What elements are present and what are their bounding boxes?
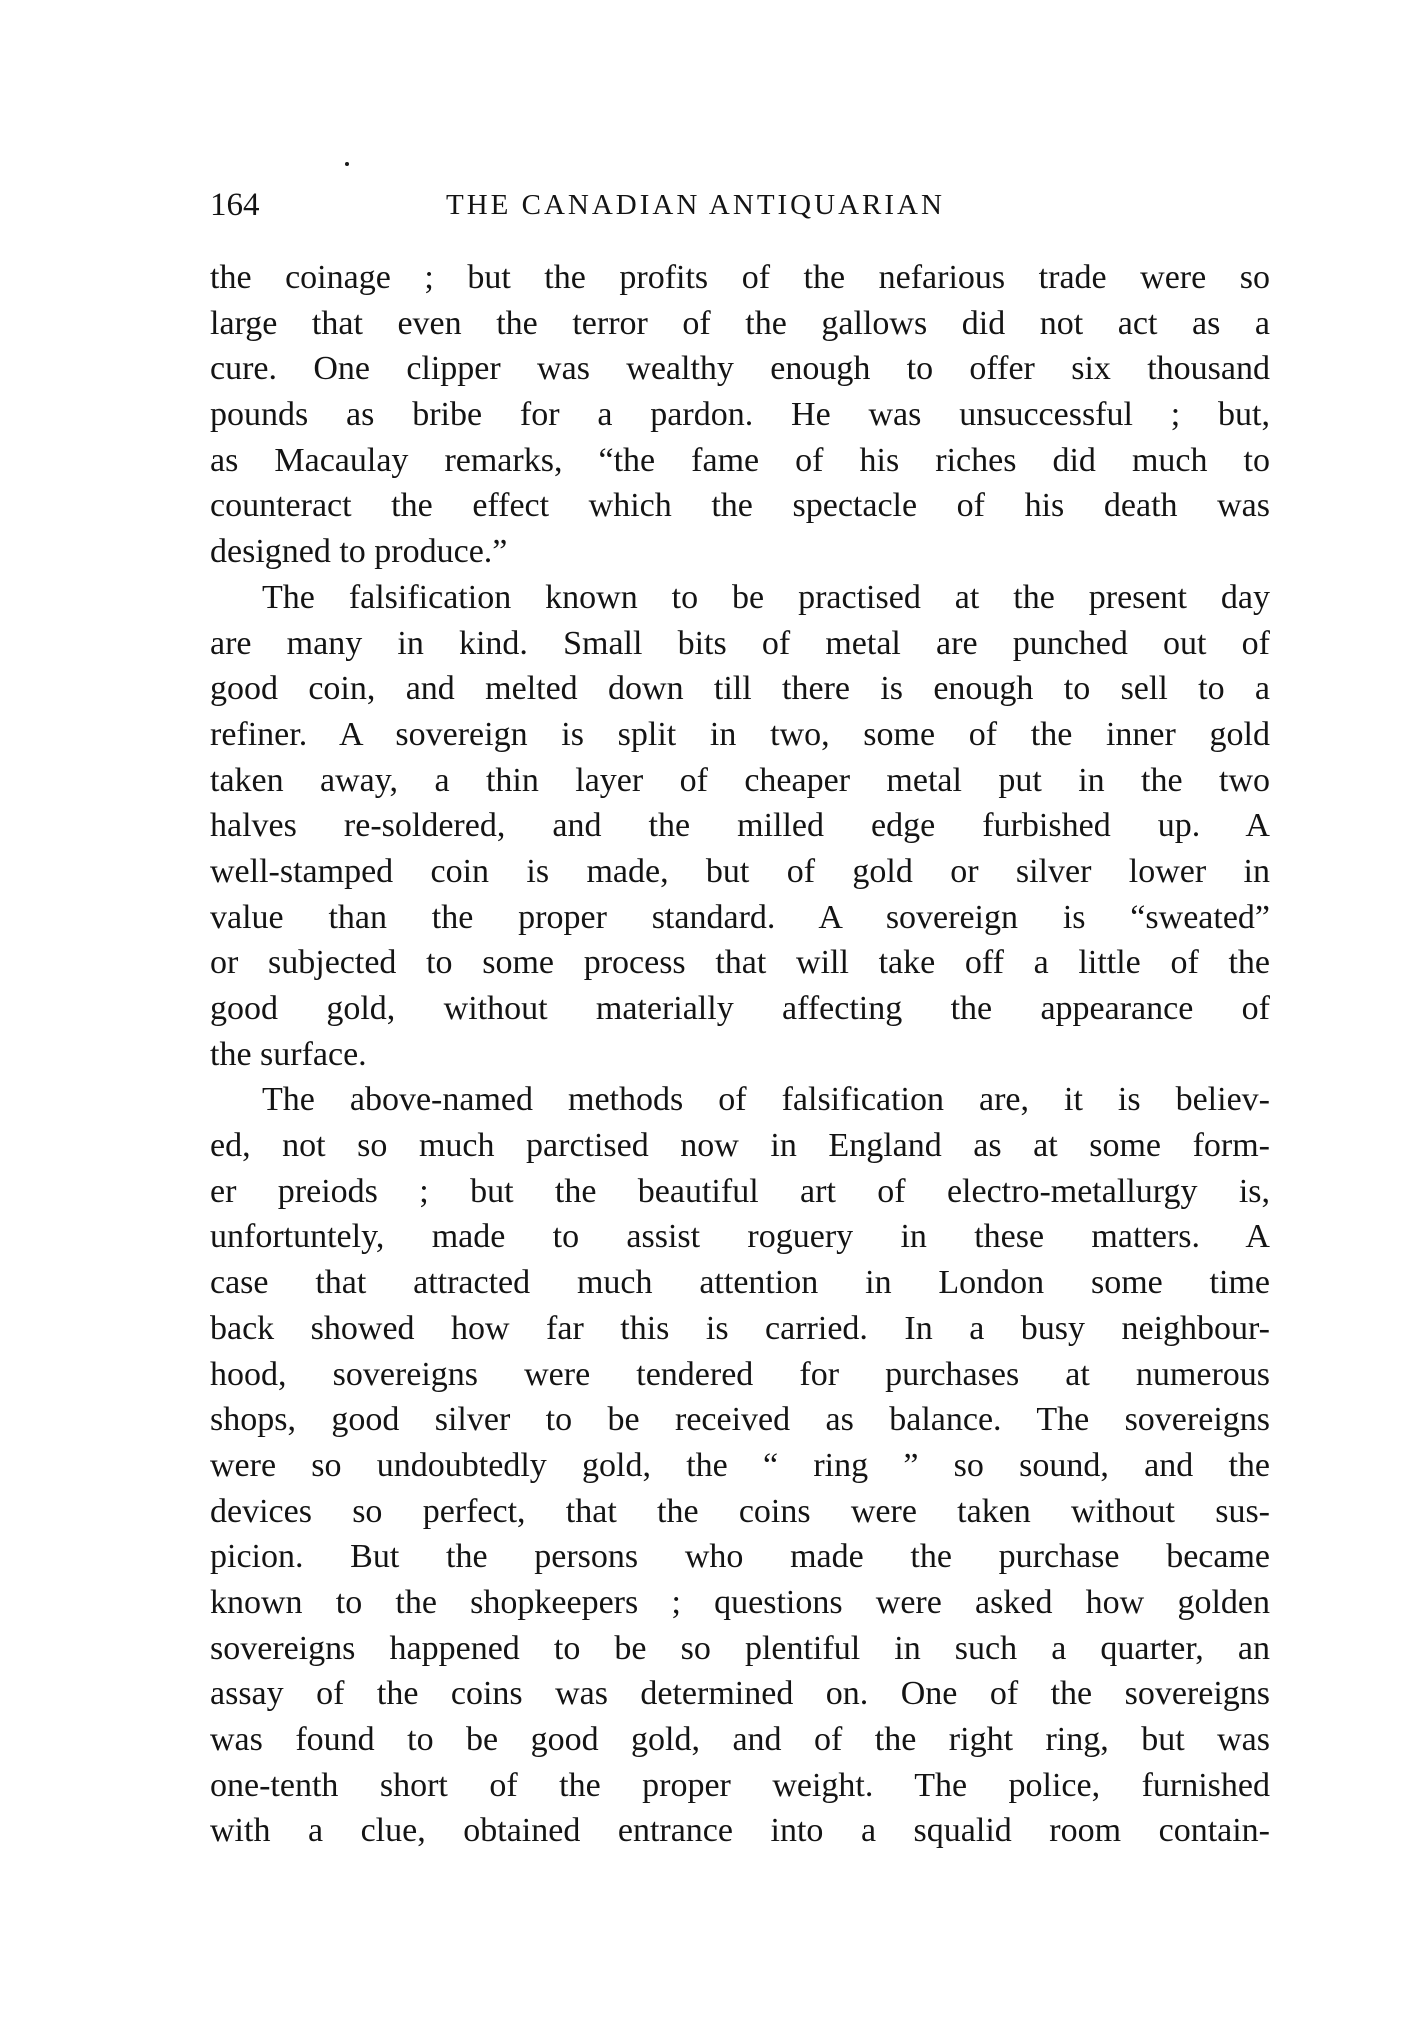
text-line: good gold, without materially affecting the appearance of	[210, 990, 1270, 1027]
text-line: large that even the terror of the gallows did not act as a	[210, 304, 1270, 342]
text-line: or subjected to some process that will take off a little of the	[210, 944, 1270, 982]
text-line: one-tenth short of the proper weight. The police, furnished	[210, 1766, 1270, 1804]
text-line: as Macaulay remarks, “the fame of his riches did much to	[210, 441, 1270, 479]
print-speck	[345, 162, 349, 166]
text-line: refiner. A sovereign is split in two, some of the inner gold	[210, 715, 1270, 753]
text-line: halves re-soldered, and the milled edge furbished up. A	[210, 807, 1270, 845]
text-line: was found to be good gold, and of the right ring, but was	[210, 1721, 1270, 1758]
text-line: picion. But the persons who made the purchase became	[210, 1538, 1270, 1576]
text-line: well-stamped coin is made, but of gold or silver lower in	[210, 852, 1270, 890]
text-line: were so undoubtedly gold, the “ ring ” so sound, and the	[210, 1446, 1270, 1484]
text-line: designed to produce.”	[210, 533, 508, 571]
text-line: hood, sovereigns were tendered for purchases at numerous	[210, 1355, 1270, 1393]
text-line: good coin, and melted down till there is enough to sell to a	[210, 670, 1270, 708]
text-line: back showed how far this is carried. In a busy neighbour-	[210, 1309, 1270, 1347]
text-line: the surface.	[210, 1035, 367, 1073]
text-line: with a clue, obtained entrance into a squalid room contain-	[210, 1812, 1270, 1850]
text-line: cure. One clipper was wealthy enough to offer six thousand	[210, 350, 1270, 388]
text-line: sovereigns happened to be so plentiful in such a quarter, an	[210, 1629, 1270, 1667]
running-title: THE CANADIAN ANTIQUARIAN	[446, 189, 945, 221]
text-line: case that attracted much attention in London some time	[210, 1264, 1270, 1302]
text-line: unfortuntely, made to assist roguery in these matters. A	[210, 1218, 1270, 1256]
text-line: the coinage ; but the profits of the nefarious trade were so	[210, 259, 1270, 296]
text-line: The above-named methods of falsification are, it is believ-	[262, 1081, 1270, 1119]
text-line: known to the shopkeepers ; questions were asked how golden	[210, 1583, 1270, 1621]
text-line: counteract the effect which the spectacle of his death was	[210, 487, 1270, 525]
text-line: pounds as bribe for a pardon. He was unsuccessful ; but,	[210, 396, 1270, 434]
text-line: ed, not so much parctised now in England as at some form-	[210, 1127, 1270, 1165]
text-line: The falsification known to be practised at the present day	[262, 578, 1270, 616]
running-head	[210, 180, 1270, 230]
body-text	[210, 255, 1270, 1854]
text-line: assay of the coins was determined on. One of the sovereigns	[210, 1675, 1270, 1713]
text-line: value than the proper standard. A sovereign is “sweated”	[210, 898, 1270, 936]
text-line: are many in kind. Small bits of metal are punched out of	[210, 624, 1270, 662]
text-line: er preiods ; but the beautiful art of electro-metallurgy is,	[210, 1172, 1270, 1210]
text-line: devices so perfect, that the coins were taken without sus-	[210, 1492, 1270, 1530]
text-line: shops, good silver to be received as balance. The sovereigns	[210, 1401, 1270, 1439]
text-line: taken away, a thin layer of cheaper metal put in the two	[210, 761, 1270, 799]
page-number: 164	[210, 187, 260, 223]
